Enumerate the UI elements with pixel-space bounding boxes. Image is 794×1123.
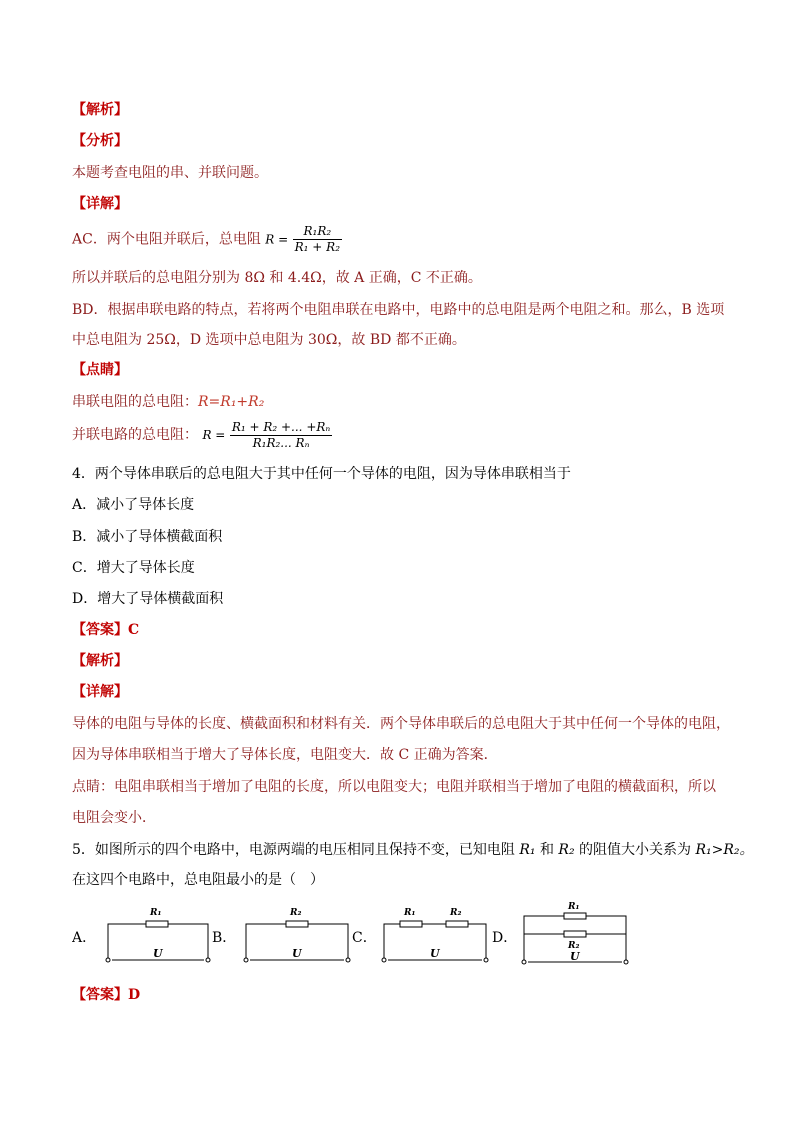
circuit-a-label: A． <box>72 930 97 946</box>
q5-text-c: 的阻值大小关系为 <box>574 842 696 858</box>
heading-xiangjie: 【详解】 <box>72 196 128 212</box>
detail-4-line-3: 点睛：电阻串联相当于增加了电阻的长度，所以电阻变大；电阻并联相当于增加了电阻的横截面积，所以 <box>72 779 716 795</box>
q5-text-b: 和 <box>535 842 559 858</box>
circuit-d-resistor-2 <box>564 931 586 937</box>
circuit-c-r1-label: R₁ <box>404 908 416 918</box>
q5-r2: R₂ <box>558 842 575 858</box>
parallel-formula-lhs: R = <box>202 428 226 442</box>
circuit-d-label: D． <box>492 930 518 946</box>
series-line <box>72 392 264 412</box>
circuit-c-r2-label: R₂ <box>450 908 462 918</box>
circuit-c <box>352 908 488 962</box>
circuit-d-u-label: U <box>570 950 580 963</box>
answer-4-text: 【答案】C <box>72 622 140 638</box>
circuit-diagrams <box>72 898 672 968</box>
heading-xiangjie-2: 【详解】 <box>72 684 128 700</box>
circuit-b <box>212 908 350 962</box>
circuit-c-resistor-2 <box>446 921 468 927</box>
circuit-a <box>72 908 210 962</box>
q4-option-a: A．减小了导体长度 <box>72 497 195 513</box>
answer-4 <box>72 620 139 640</box>
q4-option-d: D．增大了导体横截面积 <box>72 591 224 607</box>
ac-formula-denominator: R₁ + R₂ <box>294 240 341 254</box>
q4-option-b: B．减小了导体横截面积 <box>72 529 223 545</box>
heading-jiexi-2: 【解析】 <box>72 653 128 669</box>
q5-relation: R₁>R₂。 <box>695 842 754 858</box>
bd-line-1: BD．根据串联电路的特点，若将两个电阻串联在电路中，电路中的总电阻是两个电阻之和。那么，B 选项 <box>72 302 725 318</box>
circuit-d-r2-label: R₂ <box>568 941 580 951</box>
circuit-c-resistor-1 <box>400 921 422 927</box>
heading-dianjing: 【点睛】 <box>72 362 128 378</box>
answer-5 <box>72 985 140 1005</box>
circuit-c-label: C． <box>352 930 377 946</box>
parallel-formula-fraction <box>230 420 332 451</box>
ac-formula-fraction <box>293 224 342 255</box>
question-5-line-1 <box>72 840 754 860</box>
parallel-line <box>72 418 332 452</box>
parallel-formula-denominator: R₁R₂... Rₙ <box>230 435 332 451</box>
q5-text-a: 5．如图所示的四个电路中，电源两端的电压相同且保持不变，已知电阻 <box>72 842 520 858</box>
ac-prefix: AC．两个电阻并联后，总电阻 <box>72 231 261 248</box>
heading-fenxi: 【分析】 <box>72 133 128 149</box>
circuit-d-r1-label: R₁ <box>568 902 580 912</box>
ac-formula-numerator: R₁R₂ <box>303 224 332 238</box>
q5-r1: R₁ <box>519 842 536 858</box>
series-label: 串联电阻的总电阻： <box>72 394 198 410</box>
fenxi-text: 本题考查电阻的串、并联问题。 <box>72 165 268 181</box>
detail-4-line-1: 导体的电阻与导体的长度、横截面积和材料有关．两个导体串联后的总电阻大于其中任何一个导体的电阻， <box>72 716 730 732</box>
bd-line-2: 中总电阻为 25Ω，D 选项中总电阻为 30Ω，故 BD 都不正确。 <box>72 332 466 348</box>
ac-result: 所以并联后的总电阻分别为 8Ω 和 4.4Ω，故 A 正确，C 不正确。 <box>72 270 482 286</box>
circuit-a-resistor <box>146 921 168 927</box>
circuit-b-resistor <box>286 921 308 927</box>
circuit-b-label: B． <box>212 930 237 946</box>
detail-4-line-2: 因为导体串联相当于增大了导体长度，电阻变大．故 C 正确为答案． <box>72 747 498 763</box>
parallel-label: 并联电路的总电阻： <box>72 427 198 443</box>
parallel-formula-numerator: R₁ + R₂ +... +Rₙ <box>231 419 331 434</box>
answer-5-text: 【答案】D <box>72 987 141 1003</box>
heading-jiexi: 【解析】 <box>72 102 128 118</box>
question-4: 4．两个导体串联后的总电阻大于其中任何一个导体的电阻，因为导体串联相当于 <box>72 466 571 482</box>
circuit-d-resistor-1 <box>564 913 586 919</box>
circuit-c-u-label: U <box>430 947 440 960</box>
circuit-b-u-label: U <box>292 947 302 960</box>
ac-line <box>72 224 342 255</box>
circuit-a-r-label: R₁ <box>150 908 162 918</box>
question-5-line-2: 在这四个电路中，总电阻最小的是（ ） <box>72 872 324 888</box>
series-formula: R=R₁+R₂ <box>198 394 265 410</box>
circuit-d <box>492 902 628 964</box>
circuit-a-u-label: U <box>153 947 163 960</box>
ac-formula-lhs: R = <box>265 232 289 247</box>
q4-option-c: C．增大了导体长度 <box>72 560 195 576</box>
detail-4-line-4: 电阻会变小． <box>72 810 156 826</box>
circuit-b-r-label: R₂ <box>290 908 302 918</box>
